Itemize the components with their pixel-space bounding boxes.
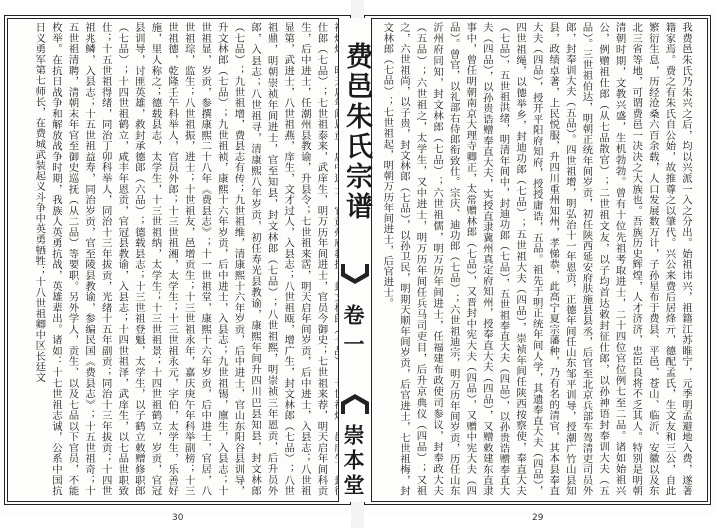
volume-label: 卷一 xyxy=(341,304,366,362)
fishtail-ornament-bottom xyxy=(340,394,370,414)
right-page-paragraph: 我费邑朱氏乃朱兴之后，均以兴派一入之分出。始祖讳兴，祖籍江苏睢宁，元季明孟避地入费，遂著籍家焉。费之有朱氏自公始，故推尊之以肇代。兴公来费后居烽亓，德配孟氏，生文友和三公，自此繁衍生息，历经沧桑六百余载，人口发展数万计，子孙星布于费县、平邑、苍山、临沂、安徽以及东北三省等地，可谓费邑一决决之大族也。吾族历史辉煌，人才济济，忠臣良将不乏其人。特别是明朝清朝时期，文教兴盛，生机勃勃。曾有十位先祖考取进士，二十四位官位例七至二品。诸如始祖兴公，例赠祖仕郎（从七品散官）；二世祖文友，以子均首达敕封征仕郎，以孙神语封奉训大夫（五品）。三世祖伯达，明朝正统年间岁贡，初任陕西延安府肤施县县丞，后官至北京兵部车驾清吏司员外郎，封奉训大夫（五品）。四世祖增，明弘治十一年恩贡，正德年间任山东邹平训导，授潮广竹山县知县，政绩卓著，上民悦服，升四川重州知州，孝悌恭，此高宁夏宗藩种，乃有名的清官，其本县奉直大夫（四品），授开平阳府知府，授授庸诰，五品。祖先于明正统年间人学，其遗奉直大夫（四品），四世祖绳，以德举乡，封迪功郎（七品）；五世祖大夫（四品），崇祯年间任陕西按察使，奉直大夫（七品），五世祖洪绪，明清年间中，封迪功郎（七品），五世祖奉直大夫（四品），以孙贵诰赠奉直大夫（四品），以孙贵诰赠奉直大夫，实授直隶冀州真定府知州，授奉直大夫（四品），又赠敕建东直隶事中，曾任明朝南京大理寺卿正，太常赠林郎（七品），又晋封中宪大夫（四品），又赠中宪大夫（四品）。曾官，以礼部右侍郎衔致仕。宗庆、迪功郎（七品）；六世祖迪宗，明万历年间岁贡，历任山东沂州府同知，封文林郎（七品）；六世祖儒，明万历年间进士，任福建布政使司参议，封奉政大夫（五品）；六世祖之，太学生，又中进士，明万历年间任兵马司吏目，后升京典仪（四品）；又祖之，六世祖尚，以子贵，封文林郎（七品），以孙卫民，明期天顺年间岁贡，后官进士，七世祖梅，封文林郎（七品）；七世祖起，明朝万历年间进士，后官进士。 xyxy=(381,22,692,496)
left-page-body-text xyxy=(12,22,346,496)
right-page-body-text xyxy=(381,22,694,496)
center-banner xyxy=(338,18,372,502)
hall-name: 崇本堂 xyxy=(341,424,366,499)
book-title: 费邑朱氏宗谱 xyxy=(341,42,372,222)
left-page-paragraph: 仕郎（七品）；七世祖泰来，武庠生，明万历年间进士，官员今御史；七世祖来荐，明天启年间科贡生，后中进士，任潮州县教谕，升县令；七世祖来霑，明天启年间岁贡，后中进士，入县志；八世祖显第，武进士，八世祖燕，庠生，文才过人，入县志；八世祖瓯，增广生，封文林郎（七品）；八世祖鼎，明朝崇祯年间进士，官至知县，封文林郎（七品）；八世祖熙，明崇祯三年恩贡，后升员外郎，入县志；八世祖寻，清康熙八年岁贡，初任寿光县教谕，康熙年间升四川巴县知县，封文林郎（七品）；九世祖增，费县志有传；九世祖维，清康熙十六年岁贡，后中进士，官山东阳谷县训导，升文林郎（七品）；九世祖祯，康熙十六年岁贡，后中进士，入县志；九世祖锡，廪生，入县志；十世祖显，岁贡，参撰康熙二十八年《费县志》；十一世祖堂，康熙十六年岁贡，后中进士，官居，八世祖琮，监生；八世祖振，进士；十世祖友，邑增贡生；十三世祖永年，嘉庆庚午年科举副榜；十三世祖德，乾隆壬午科举人，官员外郎；十三世祖湘，太学生；十三世祖永元，字伯，太学生，乐善好施，里人称之；德载县志，太学生，十三世祖纳，太学生；十三世祖景；十四世祖鹤立，岁贡，官冠县训导，讨匪英雄，救封承德郎（六品）；德载县志；十三世祖登魁，太学生，以子鹤立敕赠修职郎（七品）；十四世祖鹤立，咸丰年恩贡，官冠县教谕，入县志；十四世祖泽，武庠生，以七品世职致仕；十五世祖得绪，同治丁卯科举人，同治十三年拔贡，光绪十五年副贡；同治十三年拔贡；十四世祖兆鳞，入县志；十五世祖益寿，同治岁贡，官至陵县教谕，参编民国《费县志》；十五世祖奇；十五世祖清聘，清朝末年官至御史巡抚（从二品）等要职。另外学人，贡生、以及七品以下官员，不能枚举。在抗日战争和解放战争时期，我族人英勇抗战，英雄辈出。诸如：十七世祖志诚，公系中国抗日义勇军第七师长，在费城武装起义斗争中英勇牺牲；十八世祖卿中区长廷文 xyxy=(33,22,328,496)
fishtail-ornament-top xyxy=(340,264,370,284)
left-page-number: 30 xyxy=(172,513,184,523)
right-page-number: 29 xyxy=(532,513,544,523)
